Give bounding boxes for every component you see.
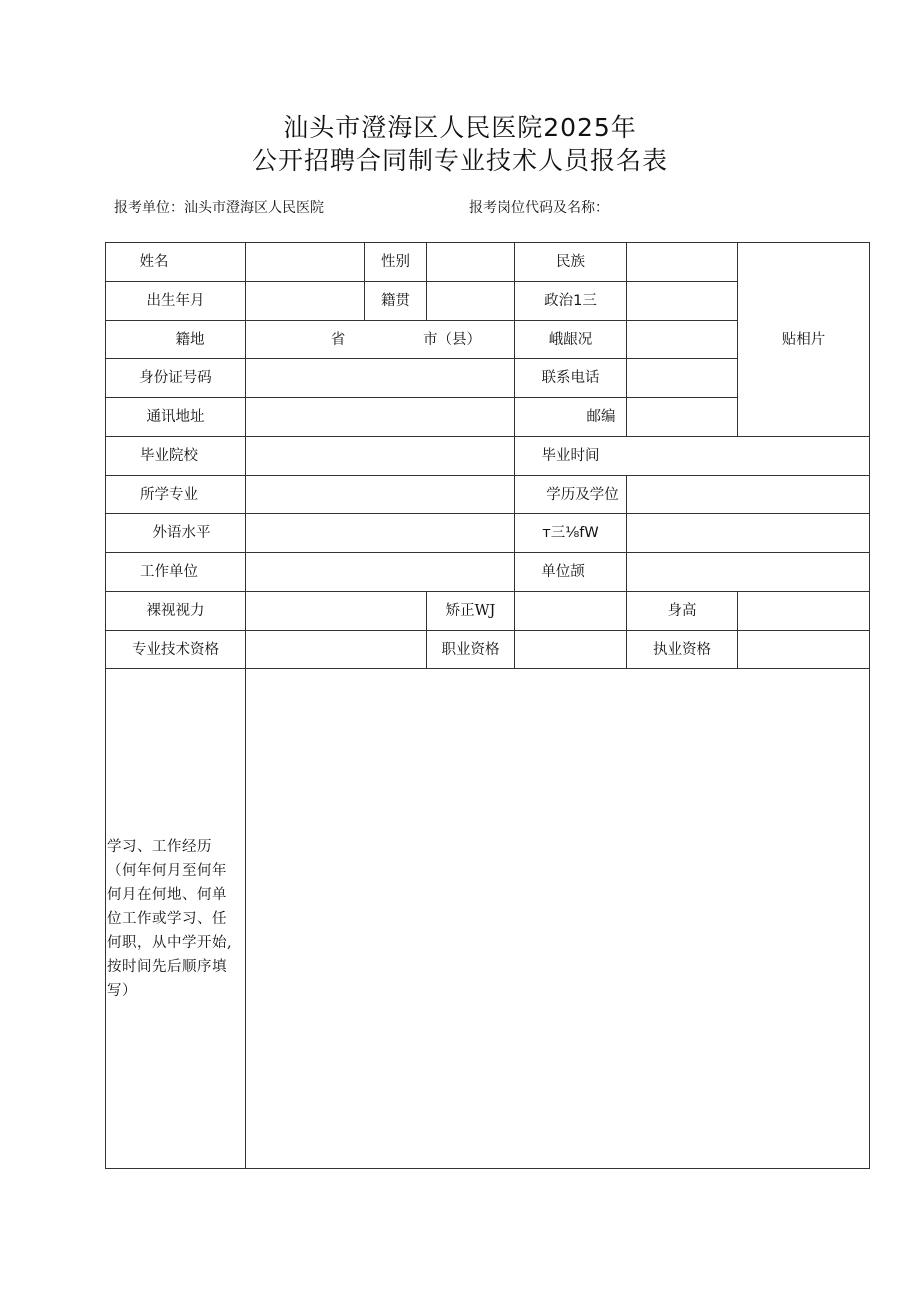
height-label: 身高 <box>667 603 697 619</box>
history-label-line: 写） <box>107 983 137 999</box>
corrected-vision-field[interactable] <box>515 592 626 630</box>
degree-field[interactable] <box>627 476 869 513</box>
political-status-label: 政治1三 <box>544 293 597 309</box>
applying-unit-label: 报考单位：汕头市澄海区人民医院 <box>114 200 324 216</box>
employer-field[interactable] <box>246 553 514 591</box>
history-label-line: 何月在何地、何单 <box>107 887 227 903</box>
registration-form-table <box>105 242 870 1169</box>
history-label-line: （何年何月至何年 <box>107 863 227 879</box>
gender-field[interactable] <box>427 243 514 281</box>
foreign-language-label: 外语水平 <box>152 525 211 541</box>
school-label: 毕业院校 <box>140 448 198 464</box>
unit-level-field[interactable] <box>627 553 869 591</box>
domicile-label: 籍地 <box>175 331 205 348</box>
political-status-field[interactable] <box>627 282 737 320</box>
id-number-label: 身份证号码 <box>139 370 212 386</box>
major-field[interactable] <box>246 476 514 513</box>
birth-date-field[interactable] <box>246 282 364 320</box>
form-title-line2: 公开招聘合同制专业技术人员报名表 <box>251 146 668 175</box>
ethnicity-field[interactable] <box>627 243 737 281</box>
photo-placeholder[interactable]: 贴相片 <box>781 331 826 348</box>
employer-label: 工作单位 <box>140 564 198 580</box>
native-place-field[interactable] <box>427 282 514 320</box>
name-label: 姓名 <box>139 254 169 270</box>
address-label: 通讯地址 <box>146 409 205 425</box>
gender-label: 性别 <box>381 254 410 270</box>
ethnicity-label: 民族 <box>556 254 585 270</box>
computer-level-label: т三⅛fW <box>542 525 599 541</box>
graduation-time-label: 毕业时间 <box>541 448 600 464</box>
phone-field[interactable] <box>627 359 737 397</box>
address-field[interactable] <box>246 398 514 436</box>
job-qualification-field[interactable] <box>515 631 626 668</box>
corrected-vision-label: 矫正WJ <box>445 603 496 619</box>
applying-post-label: 报考岗位代码及名称： <box>469 200 609 216</box>
degree-label: 学历及学位 <box>546 486 619 503</box>
form-title-line1: 汕头市澄海区人民医院2025年 <box>283 113 637 142</box>
postcode-field[interactable] <box>627 398 737 436</box>
history-label-line: 按时间先后顺序填 <box>107 959 227 975</box>
name-field[interactable] <box>246 243 364 281</box>
history-label <box>107 835 245 1003</box>
practice-qualification-field[interactable] <box>738 631 869 668</box>
marital-status-field[interactable] <box>627 321 737 358</box>
foreign-language-field[interactable] <box>246 514 514 552</box>
practice-qualification-label: 执业资格 <box>653 641 711 658</box>
id-number-field[interactable] <box>246 359 514 397</box>
job-qualification-label: 职业资格 <box>441 641 500 658</box>
birth-date-label: 出生年月 <box>146 293 205 309</box>
unit-level-label: 单位颉 <box>541 564 585 580</box>
native-place-label: 籍贯 <box>381 293 410 309</box>
history-field[interactable] <box>246 669 869 1168</box>
history-label-line: 位工作或学习、任 <box>107 911 227 927</box>
postcode-label: 邮编 <box>586 409 616 425</box>
tech-qualification-label: 专业技术资格 <box>132 641 219 658</box>
phone-label: 联系电话 <box>541 370 600 386</box>
naked-vision-label: 裸视视力 <box>146 603 205 619</box>
school-field[interactable] <box>246 437 514 475</box>
tech-qualification-field[interactable] <box>246 631 426 668</box>
naked-vision-field[interactable] <box>246 592 426 630</box>
province-label: 省 <box>330 331 346 348</box>
marital-status-label: 峨龈况 <box>548 331 593 348</box>
graduation-time-field[interactable] <box>627 437 869 475</box>
history-label-line: 学习、工作经历 <box>107 839 212 855</box>
major-label: 所学专业 <box>140 486 198 503</box>
history-label-line: 何职，从中学开始, <box>107 935 233 951</box>
height-field[interactable] <box>738 592 869 630</box>
computer-level-field[interactable] <box>627 514 869 552</box>
city-county-label: 市（县） <box>423 331 481 348</box>
